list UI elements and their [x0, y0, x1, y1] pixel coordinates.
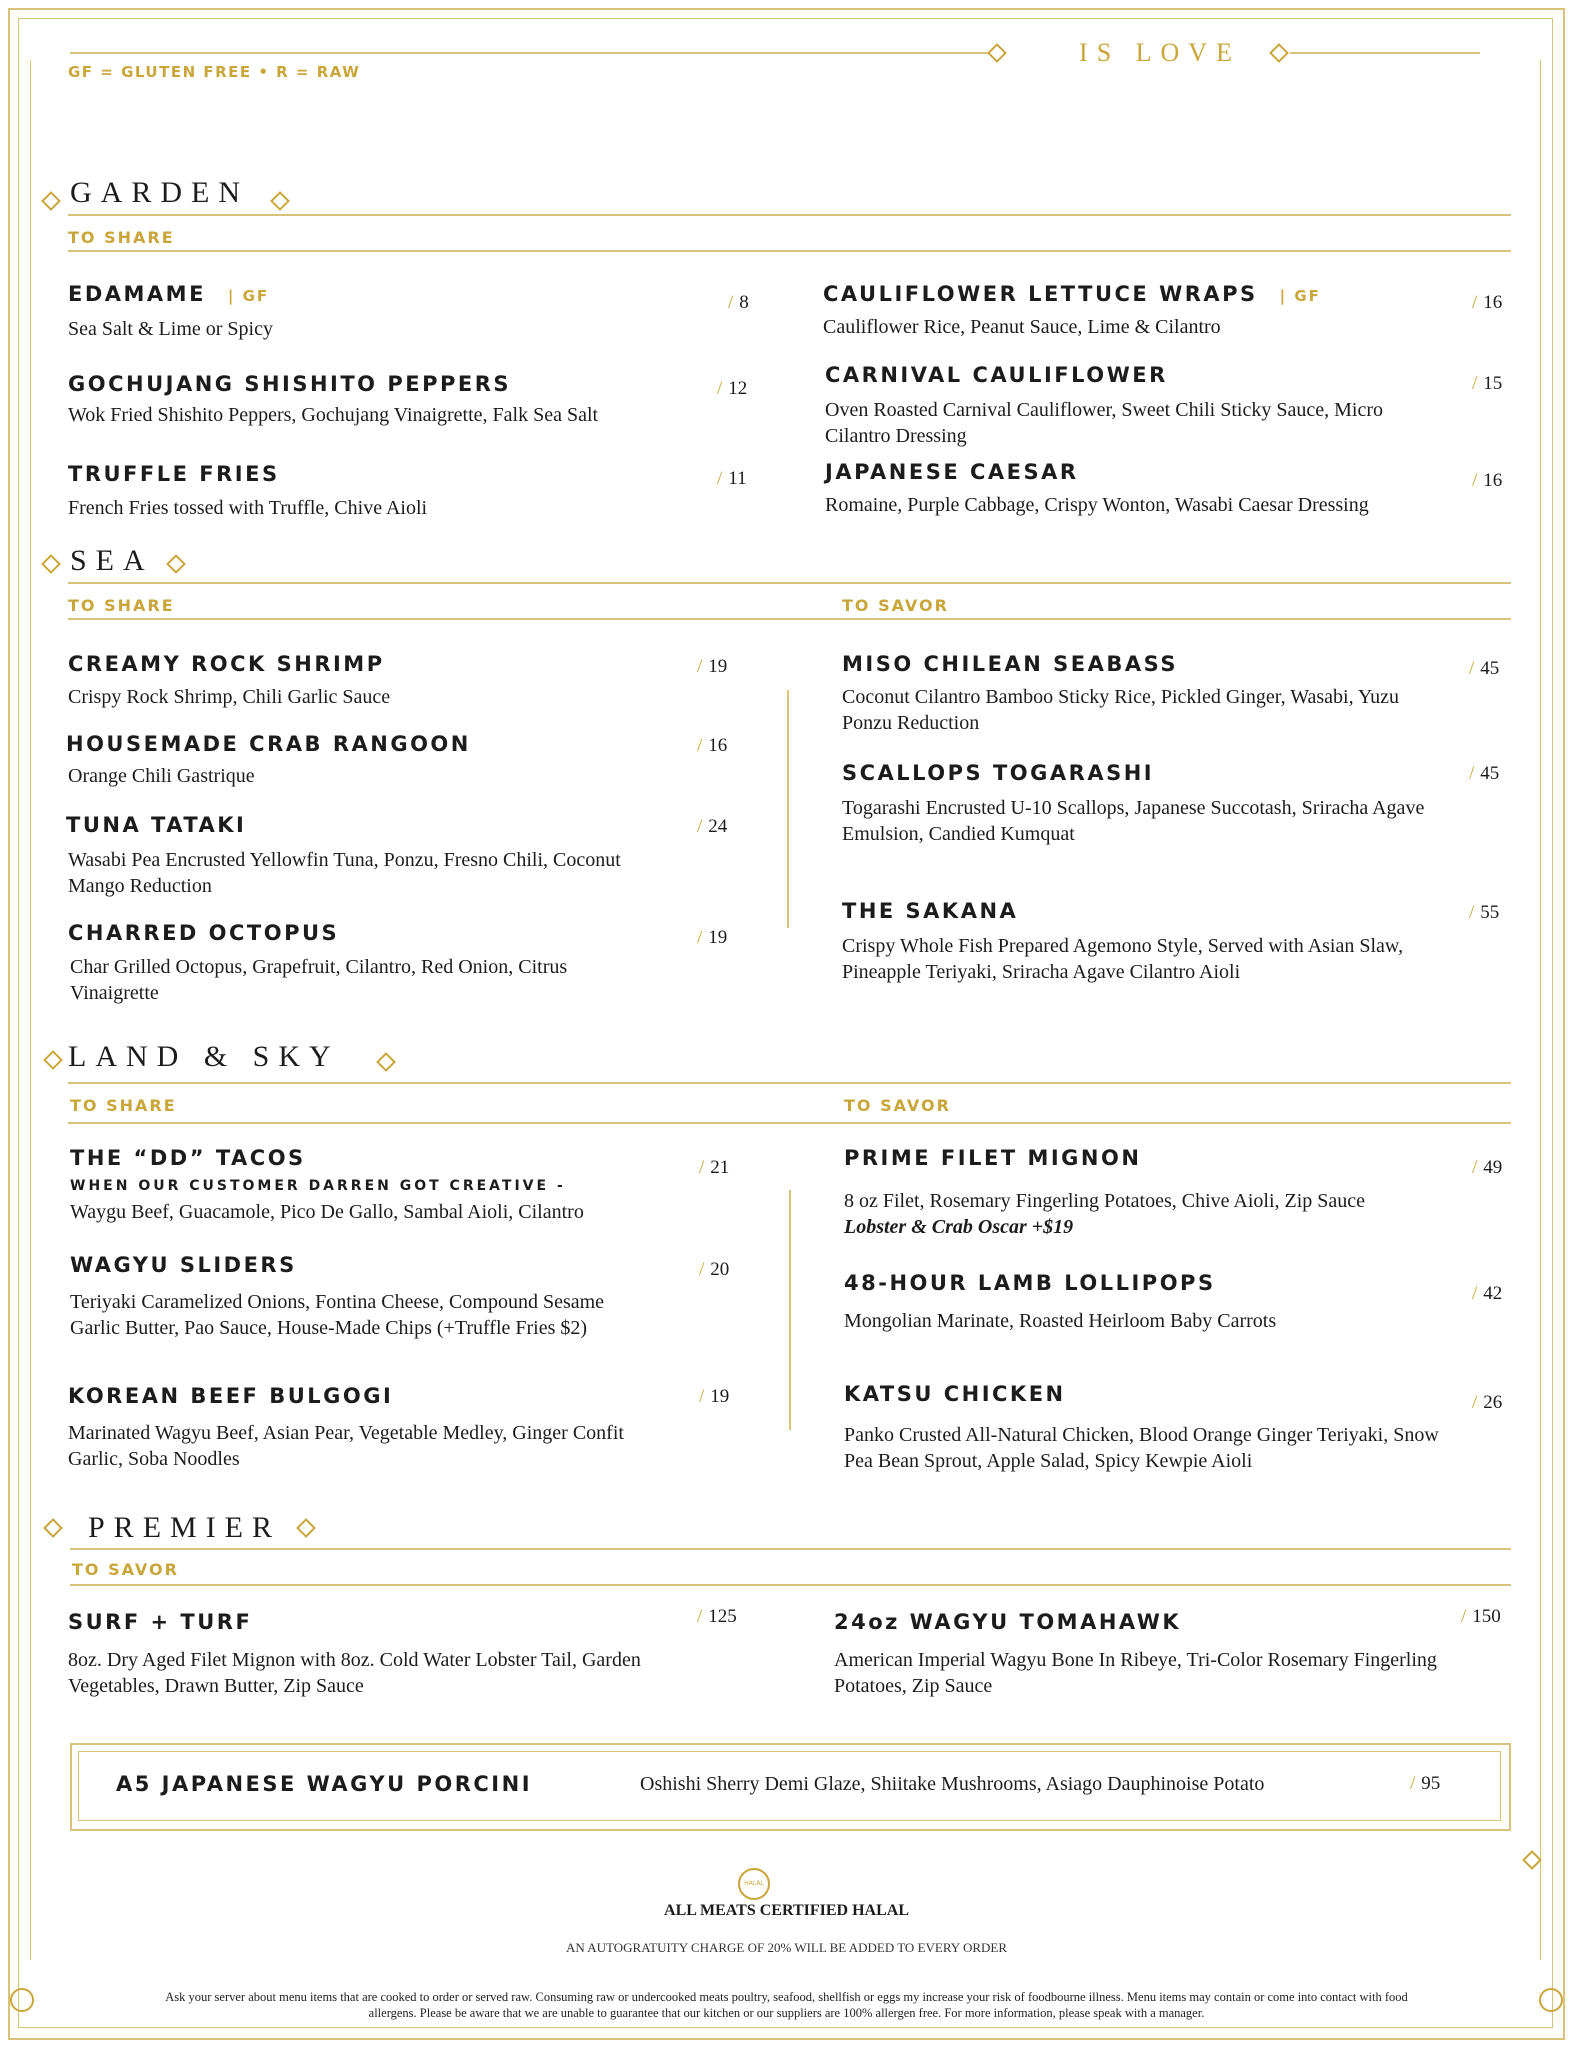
menu-item-desc: French Fries tossed with Truffle, Chive Aioli [68, 497, 428, 519]
menu-item-price: / 49 [1472, 1157, 1503, 1178]
menu-item-name: GOCHUJANG SHISHITO PEPPERS [68, 372, 511, 396]
menu-item-price: / 45 [1469, 763, 1500, 784]
menu-item-desc: 8 oz Filet, Rosemary Fingerling Potatoes, Chive Aioli, Zip Sauce [844, 1190, 1366, 1212]
menu-item-desc: Teriyaki Caramelized Onions, Fontina Cheese, Compound Sesame Garlic Butter, Pao Sauce, House-Made Chips (+Truffle Fries $2) [70, 1291, 605, 1339]
menu-item-desc: Cauliflower Rice, Peanut Sauce, Lime & Cilantro [823, 316, 1221, 338]
section-rule [68, 1082, 1511, 1084]
corner-circle [1539, 1988, 1563, 2012]
menu-item-desc: Crispy Rock Shrimp, Chili Garlic Sauce [68, 686, 391, 708]
side-ornament-left [30, 60, 31, 1960]
section-rule [70, 1584, 1511, 1586]
menu-item-name: HOUSEMADE CRAB RANGOON [66, 732, 471, 756]
menu-item-price: / 19 [699, 1386, 730, 1407]
subhead-to-share: TO SHARE [70, 1096, 177, 1115]
item-tagline: WHEN OUR CUSTOMER DARREN GOT CREATIVE - [70, 1178, 566, 1194]
section-rule [68, 214, 1511, 216]
menu-item-name: 48-HOUR LAMB LOLLIPOPS [844, 1271, 1216, 1295]
menu-item-desc: Waygu Beef, Guacamole, Pico De Gallo, Sambal Aioli, Cilantro [70, 1201, 584, 1223]
gratuity-note: AN AUTOGRATUITY CHARGE OF 20% WILL BE ADDED TO EVERY ORDER [565, 1940, 1008, 1955]
subhead-to-share: TO SHARE [68, 596, 175, 615]
menu-item-price: / 26 [1472, 1392, 1503, 1413]
featured-item-desc: Oshishi Sherry Demi Glaze, Shiitake Mushrooms, Asiago Dauphinoise Potato [640, 1773, 1265, 1795]
section-title-land-sky: LAND & SKY [68, 1040, 340, 1073]
menu-item-name: PRIME FILET MIGNON [844, 1146, 1142, 1170]
menu-item-price: / 150 [1461, 1606, 1501, 1627]
menu-item-desc: Sea Salt & Lime or Spicy [68, 318, 273, 340]
menu-item-price: / 16 [1472, 470, 1503, 491]
menu-item-desc: Oven Roasted Carnival Cauliflower, Sweet Chili Sticky Sauce, Micro Cilantro Dressing [825, 399, 1383, 447]
section-rule [68, 250, 1511, 252]
header-rule-left [70, 52, 990, 54]
menu-item-desc: Togarashi Encrusted U-10 Scallops, Japanese Succotash, Sriracha Agave Emulsion, Candied Kumquat [842, 797, 1425, 845]
halal-badge: HALAL [738, 1868, 770, 1900]
section-title-sea: SEA [70, 544, 154, 577]
column-divider [787, 690, 789, 928]
menu-item-price: / 16 [1472, 292, 1503, 313]
menu-item-desc: Char Grilled Octopus, Grapefruit, Cilantro, Red Onion, Citrus Vinaigrette [70, 956, 568, 1004]
brand-title: IS LOVE [1079, 38, 1241, 67]
section-rule [68, 618, 1511, 620]
menu-item-desc: 8oz. Dry Aged Filet Mignon with 8oz. Cold Water Lobster Tail, Garden Vegetables, Drawn Butter, Zip Sauce [68, 1649, 641, 1697]
subhead-to-savor: TO SAVOR [72, 1560, 179, 1579]
column-divider [789, 1190, 791, 1430]
section-title-premier: PREMIER [88, 1511, 282, 1544]
subhead-to-savor: TO SAVOR [842, 596, 949, 615]
section-rule [70, 1548, 1511, 1550]
menu-item-name: THE SAKANA [842, 899, 1019, 923]
menu-item-name: EDAMAME | GF [68, 282, 270, 306]
side-ornament-right [1540, 60, 1541, 1960]
menu-item-price: / 20 [699, 1259, 730, 1280]
menu-item-price: / 8 [728, 292, 749, 313]
menu-item-price: / 125 [697, 1606, 737, 1627]
menu-item-price: / 11 [717, 468, 747, 489]
menu-item-desc: Panko Crusted All-Natural Chicken, Blood Orange Ginger Teriyaki, Snow Pea Bean Sprout, Apple Salad, Spicy Kewpie Aioli [844, 1424, 1439, 1472]
menu-item-price: / 12 [717, 378, 748, 399]
menu-item-name: SCALLOPS TOGARASHI [842, 761, 1155, 785]
menu-item-price: / 15 [1472, 373, 1503, 394]
menu-item-price: / 19 [697, 656, 728, 677]
disclaimer-line-2: allergens. Please be aware that we are unable to guarantee that our kitchen or our suppliers are 100% allergen free. For more information, please speak with a manager. [368, 2006, 1205, 2020]
menu-item-desc: Mongolian Marinate, Roasted Heirloom Baby Carrots [844, 1310, 1277, 1332]
menu-item-price: / 24 [697, 816, 728, 837]
menu-item-desc: Wok Fried Shishito Peppers, Gochujang Vinaigrette, Falk Sea Salt [68, 404, 599, 426]
menu-item-name: 24oz WAGYU TOMAHAWK [834, 1610, 1182, 1634]
menu-item-desc: Romaine, Purple Cabbage, Crispy Wonton, Wasabi Caesar Dressing [825, 494, 1369, 516]
menu-item-price: / 21 [699, 1157, 730, 1178]
menu-item-price: / 42 [1472, 1283, 1503, 1304]
menu-item-desc: Crispy Whole Fish Prepared Agemono Style, Served with Asian Slaw, Pineapple Teriyaki, Sriracha Agave Cilantro Aioli [842, 935, 1404, 983]
featured-item-name: A5 JAPANESE WAGYU PORCINI [116, 1772, 533, 1796]
legend: GF = GLUTEN FREE • R = RAW [68, 63, 361, 81]
menu-item-name: JAPANESE CAESAR [825, 460, 1079, 484]
corner-circle [10, 1988, 34, 2012]
gf-tag: | GF [1279, 287, 1321, 305]
menu-item-price: / 55 [1469, 902, 1500, 923]
menu-item-name: KOREAN BEEF BULGOGI [68, 1384, 394, 1408]
featured-item-price: / 95 [1410, 1773, 1441, 1794]
header-rule-right [1290, 52, 1480, 54]
menu-item-name: CAULIFLOWER LETTUCE WRAPS | GF [823, 282, 1321, 306]
menu-item-price: / 45 [1469, 658, 1500, 679]
menu-item-desc: Wasabi Pea Encrusted Yellowfin Tuna, Ponzu, Fresno Chili, Coconut Mango Reduction [68, 849, 621, 897]
menu-item-price: / 16 [697, 735, 728, 756]
menu-item-desc: Marinated Wagyu Beef, Asian Pear, Vegetable Medley, Ginger Confit Garlic, Soba Noodles [68, 1422, 624, 1470]
menu-item-name: THE “DD” TACOS [70, 1146, 306, 1170]
subhead-to-share: TO SHARE [68, 228, 175, 247]
disclaimer-line-1: Ask your server about menu items that are cooked to order or served raw. Consuming raw or undercooked meats poultry, seafood, shellfish or eggs my increase your risk of foodbourne illness. Menu items may contain or come into contact with food [165, 1990, 1408, 2004]
section-title-garden: GARDEN [70, 176, 249, 209]
menu-item-name: CARNIVAL CAULIFLOWER [825, 363, 1168, 387]
menu-item-name: KATSU CHICKEN [844, 1382, 1066, 1406]
menu-item-desc: American Imperial Wagyu Bone In Ribeye, Tri-Color Rosemary Fingerling Potatoes, Zip Sauce [834, 1649, 1437, 1697]
menu-item-price: / 19 [697, 927, 728, 948]
menu-item-name: TUNA TATAKI [66, 813, 247, 837]
menu-item-addon: Lobster & Crab Oscar +$19 [844, 1216, 1074, 1238]
menu-item-name: WAGYU SLIDERS [70, 1253, 297, 1277]
menu-item-name: SURF + TURF [68, 1610, 253, 1634]
halal-note: ALL MEATS CERTIFIED HALAL [664, 1902, 909, 1919]
section-rule [68, 582, 1511, 584]
subhead-to-savor: TO SAVOR [844, 1096, 951, 1115]
menu-item-name: TRUFFLE FRIES [68, 462, 280, 486]
menu-item-name: CHARRED OCTOPUS [68, 921, 340, 945]
section-rule [68, 1122, 1511, 1124]
menu-item-name: CREAMY ROCK SHRIMP [68, 652, 385, 676]
menu-item-desc: Orange Chili Gastrique [68, 765, 255, 787]
gf-tag: | GF [227, 287, 270, 305]
menu-item-name: MISO CHILEAN SEABASS [842, 652, 1178, 676]
menu-item-desc: Coconut Cilantro Bamboo Sticky Rice, Pickled Ginger, Wasabi, Yuzu Ponzu Reduction [842, 686, 1399, 734]
